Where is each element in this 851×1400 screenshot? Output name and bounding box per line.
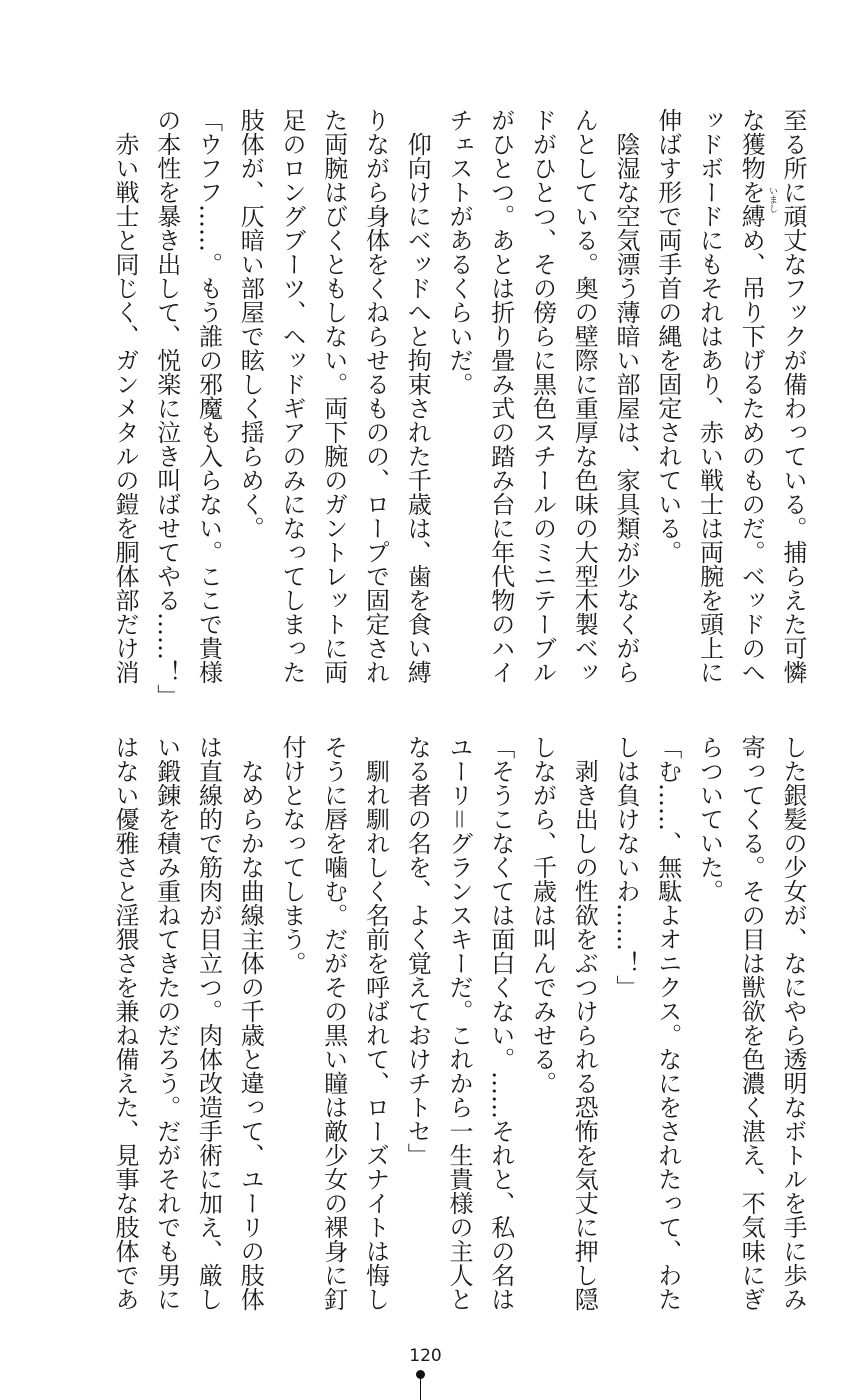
text-column: 仰向けにベッドへと拘束された千歳は、歯を食い縛 — [403, 108, 432, 684]
text-column: い鍛錬を積み重ねてきたのだろう。だがそれでも男に — [152, 735, 181, 1311]
page-number: 120 — [409, 1346, 442, 1366]
text-column: 寄ってくる。その目は獣欲を色濃く湛え、不気味にぎ — [737, 735, 766, 1311]
text-column: な獲物を縛め、吊り下げるためのものだ。ベッドのへ — [737, 108, 766, 684]
text-column: りながら身体をくねらせるものの、ロープで固定され — [361, 108, 390, 684]
text-column: 伸ばす形で両手首の縄を固定されている。 — [653, 108, 682, 564]
text-column: 付けとなってしまう。 — [278, 735, 306, 975]
text-column: 「そうこなくては面白くない。……それと、私の名は — [486, 735, 515, 1311]
text-column: 剥き出しの性欲をぶつけられる恐怖を気丈に押し隠 — [570, 735, 599, 1311]
text-column: なる者の名を、よく覚えておけチトセ」 — [403, 735, 432, 1167]
text-column: 赤い戦士と同じく、ガンメタルの鎧を胴体部だけ消 — [111, 108, 139, 684]
text-column: は直線的で筋肉が目立つ。肉体改造手術に加え、厳し — [194, 735, 223, 1311]
text-column: 肢体が、仄暗い部屋で眩しく揺らめく。 — [236, 108, 265, 540]
text-column: 足のロングブーツ、ヘッドギアのみになってしまった — [278, 108, 306, 684]
text-column: した銀髪の少女が、なにやら透明なボトルを手に歩み — [779, 735, 807, 1311]
page-marker-line — [420, 1376, 421, 1400]
text-column: ユーリ＝グランスキーだ。これから一生貴様の主人と — [445, 735, 473, 1311]
text-column: た両腕はびくともしない。両下腕のガントレットに両 — [319, 108, 348, 684]
text-column: 「ウフフ……。もう誰の邪魔も入らない。ここで貴様 — [194, 108, 223, 684]
text-column: がひとつ。あとは折り畳み式の踏み台に年代物のハイ — [486, 108, 515, 684]
text-column: 陰湿な空気漂う薄暗い部屋は、家具類が少なくがら — [612, 108, 640, 684]
text-column: 至る所に頑丈なフックが備わっている。捕らえた可憐 — [779, 108, 807, 684]
text-column: はない優雅さと淫猥さを兼ね備えた、見事な肢体であ — [111, 735, 139, 1311]
text-column: ッドボードにもそれはあり、赤い戦士は両腕を頭上に — [695, 108, 724, 684]
text-column: ドがひとつ、その傍らに黒色スチールのミニテーブル — [528, 108, 557, 684]
text-column: しながら、千歳は叫んでみせる。 — [528, 735, 557, 1095]
text-column: んとしている。奥の壁際に重厚な色味の大型木製ベッ — [570, 108, 599, 684]
lower-text-block — [103, 735, 813, 1325]
text-column: しは負けないわ……！」 — [612, 735, 640, 999]
text-column: そうに唇を噛む。だがその黒い瞳は敵少女の裸身に釘 — [319, 735, 348, 1311]
text-column: 馴れ馴れしく名前を呼ばれて、ローズナイトは悔し — [361, 735, 390, 1311]
text-column: の本性を暴き出して、悦楽に泣き叫ばせてやる……！」 — [152, 108, 181, 708]
furigana-ruby: いまし — [767, 186, 777, 213]
text-column: チェストがあるくらいだ。 — [445, 108, 473, 396]
text-column: らついていた。 — [695, 735, 724, 903]
text-column: なめらかな曲線主体の千歳と違って、ユーリの肢体 — [236, 735, 265, 1311]
text-column: 「む……、無駄よオニクス。なにをされたって、わた — [653, 735, 682, 1311]
upper-text-block — [103, 108, 813, 708]
